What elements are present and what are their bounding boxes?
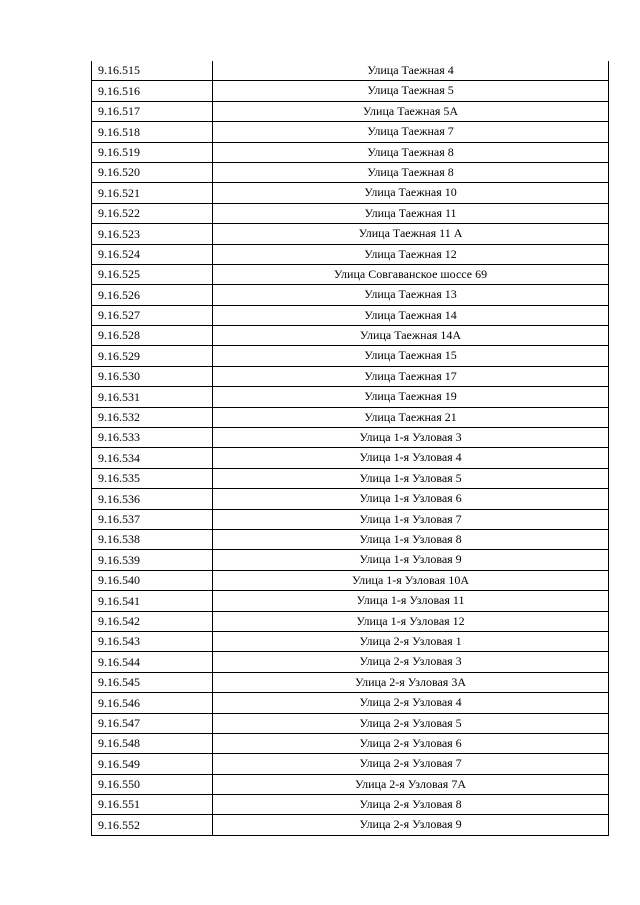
row-code-cell: 9.16.518 [92,122,213,142]
table-row [92,244,609,264]
table-row [92,733,609,753]
row-address-cell: Улица Таежная 8 [213,142,609,162]
row-code-cell: 9.16.528 [92,326,213,346]
row-address-cell: Улица Таежная 11 А [213,224,609,244]
table-row [92,550,609,570]
address-table [91,61,609,836]
table-row [92,570,609,590]
row-address-cell: Улица Таежная 14 [213,305,609,325]
row-code-cell: 9.16.520 [92,162,213,182]
table-row [92,672,609,692]
row-address-cell: Улица Таежная 19 [213,387,609,407]
row-address-cell: Улица 1-я Узловая 5 [213,468,609,488]
row-address-cell: Улица 2-я Узловая 7А [213,774,609,794]
row-code-cell: 9.16.550 [92,774,213,794]
row-address-cell: Улица Таежная 7 [213,122,609,142]
row-address-cell: Улица 1-я Узловая 12 [213,611,609,631]
row-code-cell: 9.16.547 [92,713,213,733]
row-code-cell: 9.16.546 [92,693,213,713]
table-row [92,264,609,284]
table-row [92,795,609,815]
row-address-cell: Улица Таежная 12 [213,244,609,264]
row-code-cell: 9.16.542 [92,611,213,631]
row-code-cell: 9.16.543 [92,631,213,651]
table-row [92,509,609,529]
row-address-cell: Улица 2-я Узловая 1 [213,631,609,651]
table-row [92,366,609,386]
row-address-cell: Улица 1-я Узловая 3 [213,428,609,448]
row-address-cell: Улица 1-я Узловая 11 [213,591,609,611]
row-code-cell: 9.16.551 [92,795,213,815]
row-address-cell: Улица Таежная 4 [213,61,609,81]
row-code-cell: 9.16.541 [92,591,213,611]
table-row [92,428,609,448]
row-address-cell: Улица Таежная 15 [213,346,609,366]
table-row [92,652,609,672]
table-row [92,326,609,346]
row-address-cell: Улица 2-я Узловая 9 [213,815,609,835]
row-address-cell: Улица 2-я Узловая 5 [213,713,609,733]
table-row [92,631,609,651]
row-code-cell: 9.16.525 [92,264,213,284]
row-code-cell: 9.16.548 [92,733,213,753]
row-address-cell: Улица Таежная 5А [213,101,609,121]
row-code-cell: 9.16.526 [92,285,213,305]
table-row [92,305,609,325]
row-address-cell: Улица 1-я Узловая 8 [213,529,609,549]
row-address-cell: Улица Таежная 21 [213,407,609,427]
table-row [92,346,609,366]
row-code-cell: 9.16.538 [92,529,213,549]
row-address-cell: Улица 1-я Узловая 6 [213,489,609,509]
row-code-cell: 9.16.545 [92,672,213,692]
row-address-cell: Улица Таежная 11 [213,203,609,223]
table-row [92,774,609,794]
table-row [92,448,609,468]
table-row [92,142,609,162]
table-row [92,529,609,549]
row-code-cell: 9.16.544 [92,652,213,672]
row-address-cell: Улица 1-я Узловая 4 [213,448,609,468]
table-row [92,407,609,427]
row-code-cell: 9.16.532 [92,407,213,427]
row-address-cell: Улица Таежная 5 [213,81,609,101]
row-code-cell: 9.16.516 [92,81,213,101]
row-address-cell: Улица Совгаванское шоссе 69 [213,264,609,284]
row-address-cell: Улица 2-я Узловая 8 [213,795,609,815]
row-code-cell: 9.16.536 [92,489,213,509]
table-row [92,61,609,81]
row-address-cell: Улица 1-я Узловая 9 [213,550,609,570]
row-address-cell: Улица 2-я Узловая 3 [213,652,609,672]
table-row [92,162,609,182]
row-address-cell: Улица Таежная 10 [213,183,609,203]
row-address-cell: Улица 1-я Узловая 10А [213,570,609,590]
table-row [92,468,609,488]
row-address-cell: Улица Таежная 8 [213,162,609,182]
document-page [91,61,609,836]
table-row [92,183,609,203]
row-address-cell: Улица 2-я Узловая 6 [213,733,609,753]
table-row [92,203,609,223]
table-row [92,489,609,509]
row-address-cell: Улица Таежная 17 [213,366,609,386]
row-code-cell: 9.16.517 [92,101,213,121]
table-row [92,815,609,835]
table-row [92,224,609,244]
row-code-cell: 9.16.529 [92,346,213,366]
table-row [92,81,609,101]
row-address-cell: Улица 2-я Узловая 3А [213,672,609,692]
row-address-cell: Улица 2-я Узловая 7 [213,754,609,774]
row-code-cell: 9.16.534 [92,448,213,468]
table-body [92,61,609,835]
row-address-cell: Улица 2-я Узловая 4 [213,693,609,713]
row-code-cell: 9.16.515 [92,61,213,81]
table-row [92,713,609,733]
row-code-cell: 9.16.531 [92,387,213,407]
row-code-cell: 9.16.524 [92,244,213,264]
row-code-cell: 9.16.523 [92,224,213,244]
row-code-cell: 9.16.521 [92,183,213,203]
row-address-cell: Улица Таежная 14А [213,326,609,346]
row-address-cell: Улица 1-я Узловая 7 [213,509,609,529]
table-row [92,611,609,631]
row-code-cell: 9.16.533 [92,428,213,448]
row-code-cell: 9.16.519 [92,142,213,162]
row-code-cell: 9.16.549 [92,754,213,774]
table-row [92,122,609,142]
row-code-cell: 9.16.539 [92,550,213,570]
row-code-cell: 9.16.552 [92,815,213,835]
table-row [92,387,609,407]
row-code-cell: 9.16.535 [92,468,213,488]
table-row [92,591,609,611]
table-row [92,101,609,121]
row-code-cell: 9.16.537 [92,509,213,529]
table-row [92,754,609,774]
row-code-cell: 9.16.530 [92,366,213,386]
row-code-cell: 9.16.522 [92,203,213,223]
row-address-cell: Улица Таежная 13 [213,285,609,305]
table-row [92,285,609,305]
table-row [92,693,609,713]
row-code-cell: 9.16.527 [92,305,213,325]
row-code-cell: 9.16.540 [92,570,213,590]
